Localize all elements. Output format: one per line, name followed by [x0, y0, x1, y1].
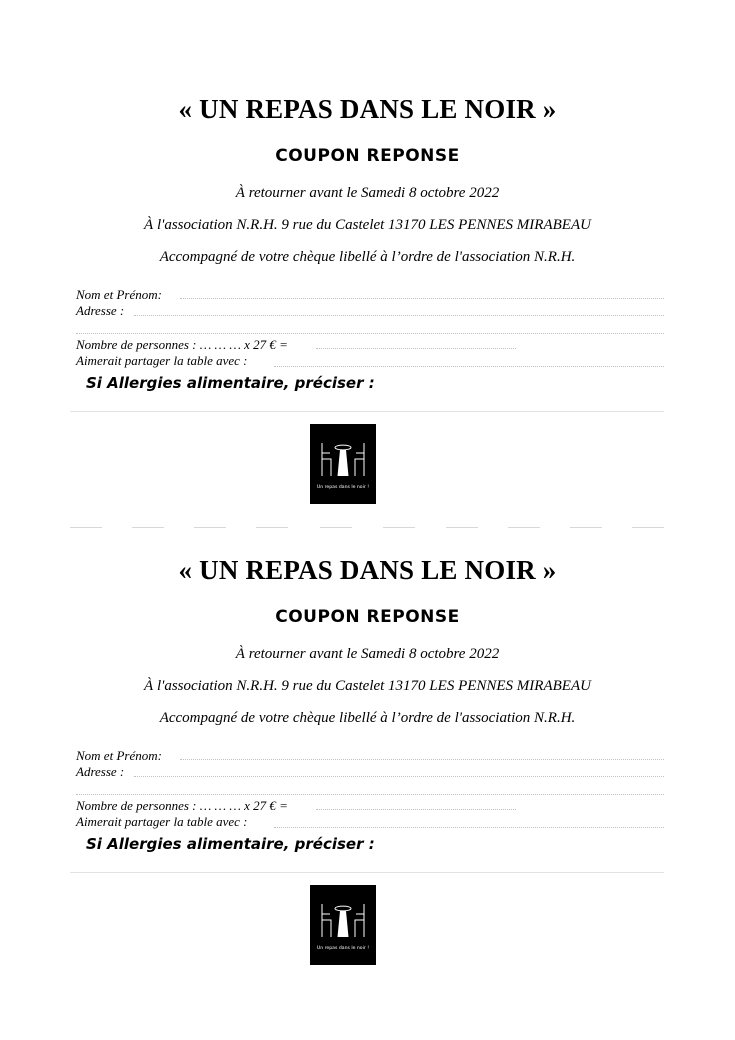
logo-caption: Un repas dans le noir !: [316, 485, 370, 490]
address-fill-line-2[interactable]: [76, 794, 664, 795]
share-fill-line[interactable]: [274, 366, 664, 367]
allergy-label: Si Allergies alimentaire, préciser :: [86, 835, 375, 853]
persons-label: Nombre de personnes : … … … x 27 € =: [76, 798, 288, 813]
share-label: Aimerait partager la table avec :: [76, 814, 248, 829]
cut-dash: [570, 527, 602, 528]
share-fill-line[interactable]: [274, 827, 664, 828]
address-text: À l'association N.R.H. 9 rue du Castelet 13170 LES PENNES MIRABEAU: [144, 217, 591, 233]
cut-dash: [446, 527, 478, 528]
cut-dash: [70, 527, 102, 528]
cut-dash: [320, 527, 352, 528]
deadline-text: À retourner avant le Samedi 8 octobre 2022: [235, 185, 500, 201]
logo: [310, 424, 376, 504]
logo-caption: Un repas dans le noir !: [316, 946, 370, 951]
table-with-two-chairs-icon: [310, 424, 376, 504]
share-label: Aimerait partager la table avec :: [76, 353, 248, 368]
address-label: Adresse :: [76, 303, 125, 318]
allergy-fill-line[interactable]: [70, 872, 664, 873]
cut-dash: [508, 527, 540, 528]
coupon-title: « UN REPAS DANS LE NOIR »: [178, 555, 557, 585]
address-fill-line[interactable]: [134, 776, 664, 777]
address-label: Adresse :: [76, 764, 125, 779]
allergy-label: Si Allergies alimentaire, préciser :: [86, 374, 375, 392]
cut-dash: [194, 527, 226, 528]
cut-dash: [383, 527, 415, 528]
cut-dash: [256, 527, 288, 528]
logo: [310, 885, 376, 965]
address-fill-line-2[interactable]: [76, 333, 664, 334]
deadline-text: À retourner avant le Samedi 8 octobre 2022: [235, 646, 500, 662]
name-fill-line[interactable]: [180, 298, 664, 299]
name-label: Nom et Prénom:: [76, 748, 162, 763]
persons-label: Nombre de personnes : … … … x 27 € =: [76, 337, 288, 352]
persons-total-fill-line[interactable]: [316, 348, 516, 349]
address-text: À l'association N.R.H. 9 rue du Castelet 13170 LES PENNES MIRABEAU: [144, 678, 591, 694]
name-fill-line[interactable]: [180, 759, 664, 760]
name-label: Nom et Prénom:: [76, 287, 162, 302]
cut-dash: [632, 527, 664, 528]
address-fill-line[interactable]: [134, 315, 664, 316]
table-with-two-chairs-icon: [310, 885, 376, 965]
coupon-subtitle: COUPON REPONSE: [275, 146, 460, 166]
payment-text: Accompagné de votre chèque libellé à l’ordre de l'association N.R.H.: [159, 249, 576, 265]
cut-dash: [132, 527, 164, 528]
coupon-title: « UN REPAS DANS LE NOIR »: [178, 94, 557, 124]
persons-total-fill-line[interactable]: [316, 809, 516, 810]
payment-text: Accompagné de votre chèque libellé à l’ordre de l'association N.R.H.: [159, 710, 576, 726]
coupon-subtitle: COUPON REPONSE: [275, 607, 460, 627]
allergy-fill-line[interactable]: [70, 411, 664, 412]
